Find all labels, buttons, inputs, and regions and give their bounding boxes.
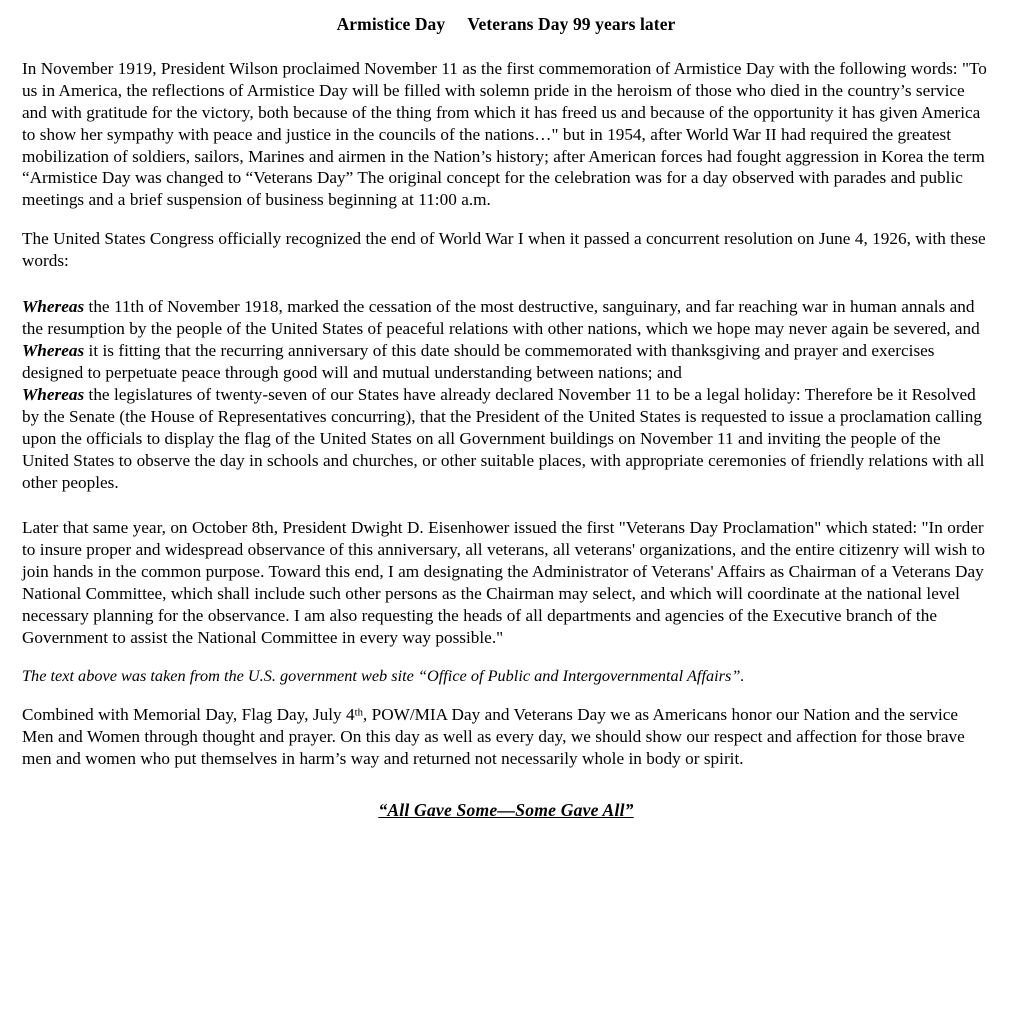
whereas-body-1: the 11th of November 1918, marked the cessation of the most destructive, sanguinary, and far reaching war in human annals and the resumption by the people of the United States of peaceful relations with other nations, which we hope may never again be severed, and [22,297,980,339]
spacer [22,510,990,517]
closing-quote: “All Gave Some—Some Gave All” [378,799,634,820]
whereas-lead-3: Whereas [22,384,85,404]
whereas-lead-1: Whereas [22,297,85,317]
closing-reflection-before: Combined with Memorial Day, Flag Day, July 4 [22,704,355,724]
paragraph-armistice-history: In November 1919, President Wilson proclaimed November 11 as the first commemoration of Armistice Day with the following words: "To us in America, the reflections of Armistice Day will be filled with solemn pride in the heroism of those who died in the country’s service and with gratitude for the victory, both because of the thing from which it has freed us and because of the opportunity it has given America to show her sympathy with peace and justice in the councils of the nations…" but in 1954, after World War II had required the greatest mobilization of soldiers, sailors, Marines and airmen in the Nation’s history; after American forces had fought aggression in Korea the term “Armistice Day was changed to “Veterans Day” The original concept for the celebration was for a day observed with parades and public meetings and a brief suspension of business beginning at 11:00 a.m. [22,58,987,210]
closing-quote-wrap [22,800,990,821]
paragraph-congress-resolution-intro: The United States Congress officially recognized the end of World War I when it passed a concurrent resolution on June 4, 1926, with these words: [22,229,986,271]
spacer [22,289,990,296]
paragraph-closing-reflection [22,704,990,770]
ordinal-superscript: th [354,707,363,719]
whereas-body-2: it is fitting that the recurring anniversary of this date should be commemorated with thanksgiving and prayer and exercises designed to perpetuate peace through good will and mutual understanding between nations; and [22,341,935,382]
whereas-lead-2: Whereas [22,341,85,361]
source-attribution: The text above was taken from the U.S. government web site “Office of Public and Intergovernmental Affairs”. [22,666,745,685]
paragraph-whereas-second [22,340,990,384]
closing-reflection-after: , POW/MIA Day and Veterans Day we as Americans honor our Nation and the service Men and Women through thought and prayer. On this day as well as every day, we should show our respect and affection for those brave men and women who put themselves in harm’s way and returned not necessarily whole in body or spirit. [22,704,965,768]
paragraph-eisenhower-proclamation: Later that same year, on October 8th, President Dwight D. Eisenhower issued the first "Veterans Day Proclamation" which stated: "In order to insure proper and widespread observance of this anniversary, all veterans, all veterans' organizations, and the entire citizenry will wish to join hands in the common purpose. Toward this end, I am designating the Administrator of Veterans' Affairs as Chairman of a Veterans Day National Committee, which shall include such other persons as the Chairman may select, and which will coordinate at the national level necessary planning for the observance. I am also requesting the heads of all departments and agencies of the Executive branch of the Government to assist the National Committee in every way possible." [22,518,985,648]
paragraph-whereas-third [22,384,990,494]
page-title: Armistice Day Veterans Day 99 years later [336,14,676,34]
paragraph-whereas-first [22,296,990,340]
whereas-body-3: the legislatures of twenty-seven of our States have already declared November 11 to be a legal holiday: Therefore be it Resolved by the Senate (the House of Representatives concurring), that the President of the United States is requested to issue a proclamation calling upon the officials to display the flag of the United States on all Government buildings on November 11 and inviting the people of the United States to observe the day in schools and churches, or other suitable places, with appropriate ceremonies of friendly relations with all other peoples. [22,384,985,492]
